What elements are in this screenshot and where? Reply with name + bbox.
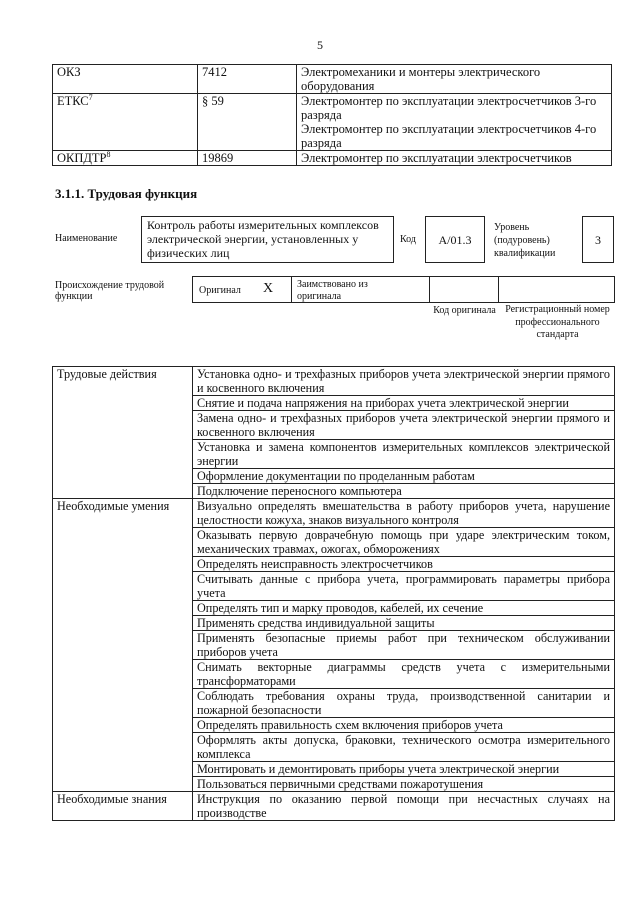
list-item: Монтировать и демонтировать приборы учета электрической энергии: [193, 762, 615, 777]
section-title: Необходимые знания: [53, 792, 193, 821]
code-cell: ЕТКС$^7$: [53, 94, 198, 151]
code-orig-box: [429, 276, 499, 303]
list-item: Применять средства индивидуальной защиты: [193, 616, 615, 631]
reg-num-label: Регистрационный номер профессионального стандарта: [505, 304, 610, 340]
table-row: [53, 792, 615, 821]
desc-cell: Электромонтер по эксплуатации электросчетчиков 3-го разряда Электромонтер по эксплуатации электросчетчиков 4-го разряда: [297, 94, 612, 151]
function-details-table: [52, 366, 615, 821]
table-row: [53, 65, 612, 94]
list-item: Определять правильность схем включения приборов учета: [193, 718, 615, 733]
desc-cell: Электромеханики и монтеры электрического оборудования: [297, 65, 612, 94]
original-box: [192, 276, 292, 303]
codes-table: [52, 64, 612, 166]
list-item: Инструкция по оказанию первой помощи при несчастных случаях на производстве: [193, 792, 615, 821]
name-label: Наименование: [55, 233, 118, 244]
number-cell: § 59: [198, 94, 297, 151]
borrowed-box: [291, 276, 430, 303]
function-name-box: Контроль работы измерительных комплексов электрической энергии, установленных у физических лиц: [141, 216, 394, 263]
table-row: [53, 151, 612, 166]
reg-num-box: [498, 276, 615, 303]
list-item: Замена одно- и трехфазных приборов учета электрической энергии прямого и косвенного включения: [193, 411, 615, 440]
list-item: Снимать векторные диаграммы средств учета с измерительными трансформаторами: [193, 660, 615, 689]
list-item: Применять безопасные приемы работ при техническом обслуживании приборов учета: [193, 631, 615, 660]
section-title: Необходимые умения: [53, 499, 193, 792]
list-item: Пользоваться первичными средствами пожаротушения: [193, 777, 615, 792]
list-item: Определять тип и марку проводов, кабелей, их сечение: [193, 601, 615, 616]
list-item: Соблюдать требования охраны труда, производственной санитарии и пожарной безопасности: [193, 689, 615, 718]
original-mark: X: [263, 281, 274, 296]
code-cell: ОКПДТР$^8$: [53, 151, 198, 166]
level-value-box: 3: [582, 216, 614, 263]
list-item: Подключение переносного компьютера: [193, 484, 615, 499]
number-cell: 19869: [198, 151, 297, 166]
code-orig-label: Код оригинала: [433, 305, 496, 316]
list-item: Оказывать первую доврачебную помощь при ударе электрическим током, механических травмах, ожогах, обморожениях: [193, 528, 615, 557]
list-item: Определять неисправность электросчетчиков: [193, 557, 615, 572]
list-item: Считывать данные с прибора учета, программировать параметры прибора учета: [193, 572, 615, 601]
section-title: Трудовые действия: [53, 367, 193, 499]
table-row: [53, 94, 612, 151]
section-heading: 3.1.1. Трудовая функция: [55, 186, 198, 201]
desc-cell: Электромонтер по эксплуатации электросчетчиков: [297, 151, 612, 166]
list-item: Оформлять акты допуска, браковки, технического осмотра измерительного комплекса: [193, 733, 615, 762]
page-number: 5: [317, 38, 323, 52]
number-cell: 7412: [198, 65, 297, 94]
list-item: Установка одно- и трехфазных приборов учета электрической энергии прямого и косвенного включения: [193, 367, 615, 396]
list-item: Визуально определять вмешательства в работу приборов учета, нарушение целостности кожуха, знаков визуального контроля: [193, 499, 615, 528]
origin-label: Происхождение трудовой функции: [55, 280, 165, 302]
list-item: Установка и замена компонентов измерительных комплексов электрической энергии: [193, 440, 615, 469]
table-row: [53, 499, 615, 528]
code-cell: ОКЗ: [53, 65, 198, 94]
original-label: Оригинал: [199, 285, 241, 296]
function-code-box: А/01.3: [425, 216, 485, 263]
list-item: Снятие и подача напряжения на приборах учета электрической энергии: [193, 396, 615, 411]
level-label: Уровень (подуровень) квалификации: [494, 222, 556, 259]
list-item: Оформление документации по проделанным работам: [193, 469, 615, 484]
table-row: [53, 367, 615, 396]
borrowed-label: Заимствовано из оригинала: [297, 279, 368, 302]
code-label: Код: [400, 234, 416, 245]
